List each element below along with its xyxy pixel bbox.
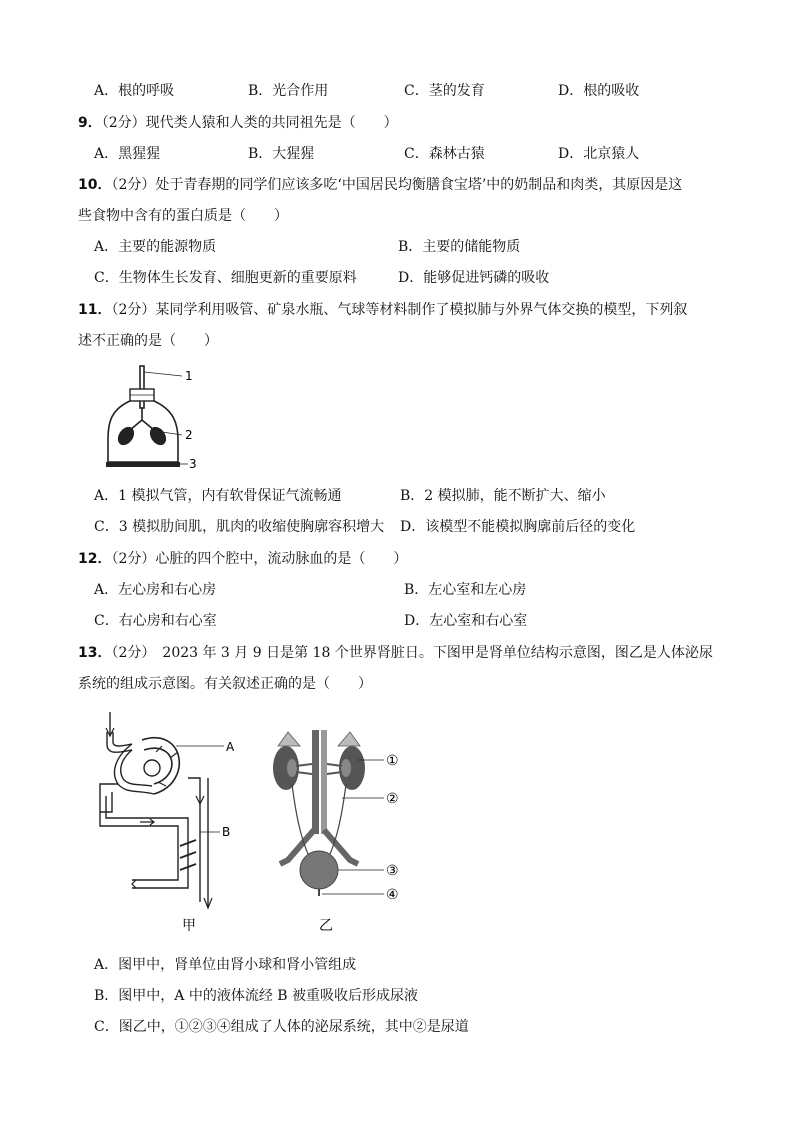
q11-number: 11．: [78, 302, 112, 318]
q12-number: 12．: [78, 551, 112, 567]
q9-option-c: C．森林古猿: [404, 146, 485, 162]
q13-yi-label-3: ③: [386, 863, 399, 879]
q10-option-a: A．主要的能源物质: [94, 239, 217, 255]
q11-option-b: B．2 模拟肺，能不断扩大、缩小: [400, 488, 606, 504]
q13-option-c: C．图乙中，①②③④组成了人体的泌尿系统，其中②是尿道: [94, 1019, 469, 1035]
q10-option-d: D．能够促进钙磷的吸收: [398, 270, 550, 286]
q11-score: （2分）: [111, 302, 156, 318]
q13-jia-caption: 甲: [182, 918, 196, 934]
q12-score: （2分）: [111, 551, 156, 567]
q13-stem-text-1: 2023 年 3 月 9 日是第 18 个世界肾脏日。下图甲是肾单位结构示意图，图乙是人体泌尿: [148, 645, 713, 661]
q11-fig-label-2: 2: [185, 428, 193, 442]
q9-score: （2分）: [101, 115, 146, 131]
q13-urinary-system-figure: [258, 726, 418, 936]
q10-option-b: B．主要的储能物质: [398, 239, 521, 255]
q11-stem-text-1: 某同学利用吸管、矿泉水瓶、气球等材料制作了模拟肺与外界气体交换的模型，下列叙: [155, 302, 688, 318]
q12-option-b: B．左心室和左心房: [404, 582, 527, 598]
q13-stem-line-2: 系统的组成示意图。有关叙述正确的是（ ）: [78, 676, 372, 692]
q8-option-a: A．根的呼吸: [94, 83, 175, 99]
q9-stem-line: [78, 113, 398, 133]
q9-option-d: D．北京猿人: [558, 146, 640, 162]
q11-option-c: C．3 模拟肋间肌，肌肉的收缩使胸廓容积增大: [94, 519, 385, 535]
q12-stem-line: [78, 549, 407, 569]
q11-fig-label-1: 1: [185, 369, 193, 383]
q12-stem: 心脏的四个腔中，流动脉血的是（ ）: [155, 551, 408, 567]
q13-jia-label-a: A: [226, 740, 235, 754]
q9-stem: 现代类人猿和人类的共同祖先是（ ）: [145, 115, 398, 131]
q10-number: 10．: [78, 177, 112, 193]
q10-stem-line-1: [78, 175, 682, 195]
q11-fig-label-3: 3: [189, 457, 197, 471]
q10-option-c: C．生物体生长发育、细胞更新的重要原料: [94, 270, 357, 286]
q10-score: （2分）: [111, 177, 156, 193]
q12-option-d: D．左心室和右心室: [404, 613, 528, 629]
q9-option-b: B．大猩猩: [248, 146, 315, 162]
q13-yi-label-4: ④: [386, 887, 399, 903]
q13-stem-line-1: [78, 643, 713, 663]
q13-score: （2分）: [111, 645, 149, 661]
q9-number: 9．: [78, 115, 102, 131]
q13-option-b: B．图甲中，A 中的液体流经 B 被重吸收后形成尿液: [94, 988, 419, 1004]
q13-yi-label-1: ①: [386, 753, 399, 769]
q8-option-d: D．根的吸收: [558, 83, 640, 99]
q13-number: 13．: [78, 645, 112, 661]
q13-yi-label-2: ②: [386, 791, 399, 807]
q10-stem-text-1: 处于青春期的同学们应该多吃‘中国居民均衡膳食宝塔’中的奶制品和肉类，其原因是这: [155, 177, 683, 193]
q13-jia-label-b: B: [222, 825, 231, 839]
q11-option-d: D．该模型不能模拟胸廓前后径的变化: [400, 519, 636, 535]
q12-option-a: A．左心房和右心房: [94, 582, 217, 598]
q8-option-b: B．光合作用: [248, 83, 329, 99]
q11-lung-model-figure: [100, 362, 210, 472]
q13-yi-caption: 乙: [319, 918, 333, 934]
q9-option-a: A．黑猩猩: [94, 146, 161, 162]
q8-option-c: C．茎的发育: [404, 83, 485, 99]
q11-option-a: A．1 模拟气管，内有软骨保证气流畅通: [94, 488, 342, 504]
q13-nephron-figure: [96, 712, 246, 937]
q10-stem-line-2: 些食物中含有的蛋白质是（ ）: [78, 208, 288, 224]
q13-option-a: A．图甲中，肾单位由肾小球和肾小管组成: [94, 957, 357, 973]
q11-stem-line-1: [78, 300, 687, 320]
q12-option-c: C．右心房和右心室: [94, 613, 217, 629]
q11-stem-line-2: 述不正确的是（ ）: [78, 333, 218, 349]
